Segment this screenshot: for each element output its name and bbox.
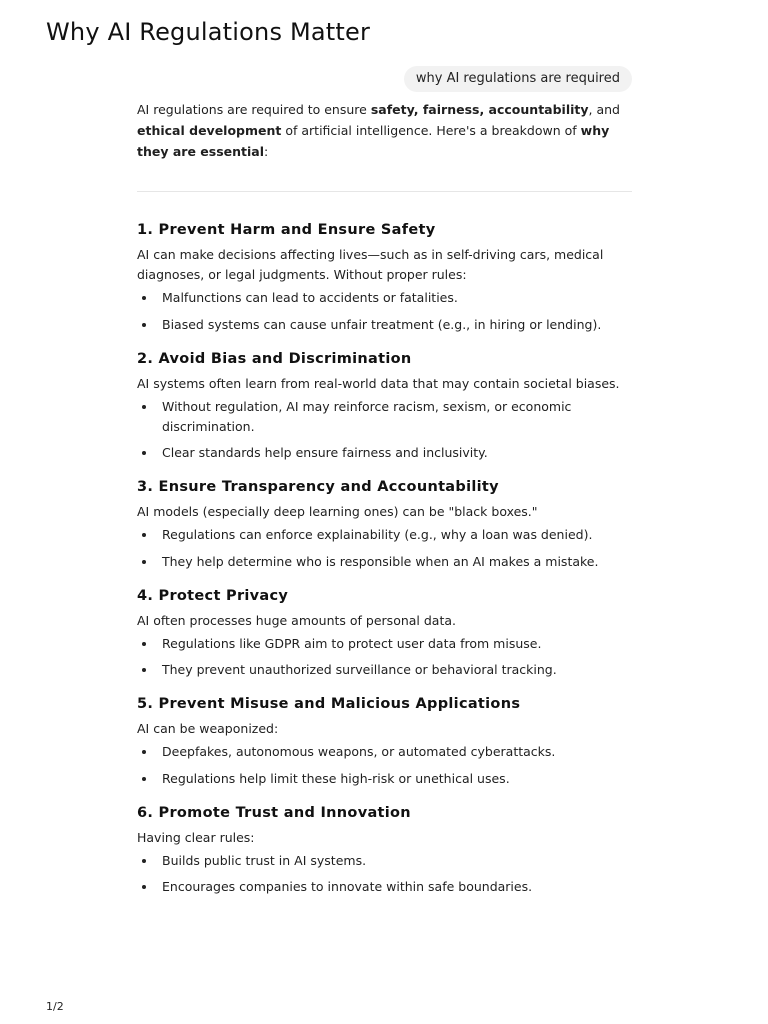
section-text: AI can be weaponized: (137, 721, 279, 736)
list-item: They help determine who is responsible when an AI makes a mistake. (137, 552, 632, 572)
section-text: AI systems often learn from real-world data that may contain societal biases. (137, 375, 620, 391)
answer-content (137, 99, 632, 910)
page-title: Why AI Regulations Matter (46, 18, 371, 46)
bullet-list (137, 288, 632, 335)
section-avoid-bias (137, 348, 632, 464)
section-heading: 5. Prevent Misuse and Malicious Applications (137, 696, 521, 712)
list-item: They prevent unauthorized surveillance or behavioral tracking. (137, 660, 632, 680)
list-item: Clear standards help ensure fairness and inclusivity. (137, 443, 632, 463)
bullet-list (137, 397, 632, 464)
list-item: Regulations can enforce explainability (e.g., why a loan was denied). (137, 525, 632, 545)
intro-bold-text: safety, fairness, accountability (370, 102, 589, 117)
section-trust (137, 802, 632, 898)
list-item: Builds public trust in AI systems. (137, 851, 632, 871)
section-heading: 6. Promote Trust and Innovation (137, 804, 411, 821)
section-privacy (137, 585, 632, 681)
bullet-list (137, 525, 632, 572)
list-item: Malfunctions can lead to accidents or fatalities. (137, 288, 632, 308)
section-prevent-harm (137, 219, 632, 335)
bullet-list (137, 742, 632, 789)
section-heading: 1. Prevent Harm and Ensure Safety (137, 222, 436, 238)
list-item: Regulations like GDPR aim to protect user data from misuse. (137, 634, 632, 654)
list-item: Encourages companies to innovate within safe boundaries. (137, 877, 632, 897)
list-item: Without regulation, AI may reinforce racism, sexism, or economic discrimination. (137, 397, 632, 437)
section-text: AI often processes huge amounts of personal data. (137, 612, 457, 628)
intro-paragraph (137, 99, 632, 162)
intro-text: , and (588, 102, 620, 117)
section-heading: 2. Avoid Bias and Discrimination (137, 350, 412, 367)
intro-text: : (264, 144, 269, 159)
section-transparency (137, 476, 632, 572)
section-heading: 3. Ensure Transparency and Accountability (137, 479, 499, 495)
list-item: Deepfakes, autonomous weapons, or automated cyberattacks. (137, 742, 632, 762)
intro-text: AI regulations are required to ensure (137, 102, 371, 117)
section-text: AI models (especially deep learning ones) can be "black boxes." (137, 504, 538, 519)
intro-bold-text: ethical development (137, 123, 282, 138)
page-number: 1/2 (46, 1000, 64, 1013)
intro-text: of artificial intelligence. Here's a breakdown of (281, 123, 581, 138)
bullet-list (137, 634, 632, 681)
bullet-list (137, 851, 632, 898)
section-misuse (137, 693, 632, 789)
intro-bold-text: why they are essential (137, 123, 610, 159)
section-text: AI can make decisions affecting lives—such as in self-driving cars, medical diagnoses, or legal judgments. Without proper rules: (137, 247, 604, 282)
section-divider (137, 191, 632, 192)
list-item: Biased systems can cause unfair treatment (e.g., in hiring or lending). (137, 315, 632, 335)
section-heading: 4. Protect Privacy (137, 587, 289, 604)
section-text: Having clear rules: (137, 829, 255, 845)
list-item: Regulations help limit these high-risk or unethical uses. (137, 769, 632, 789)
user-query-bubble: why AI regulations are required (404, 66, 632, 92)
